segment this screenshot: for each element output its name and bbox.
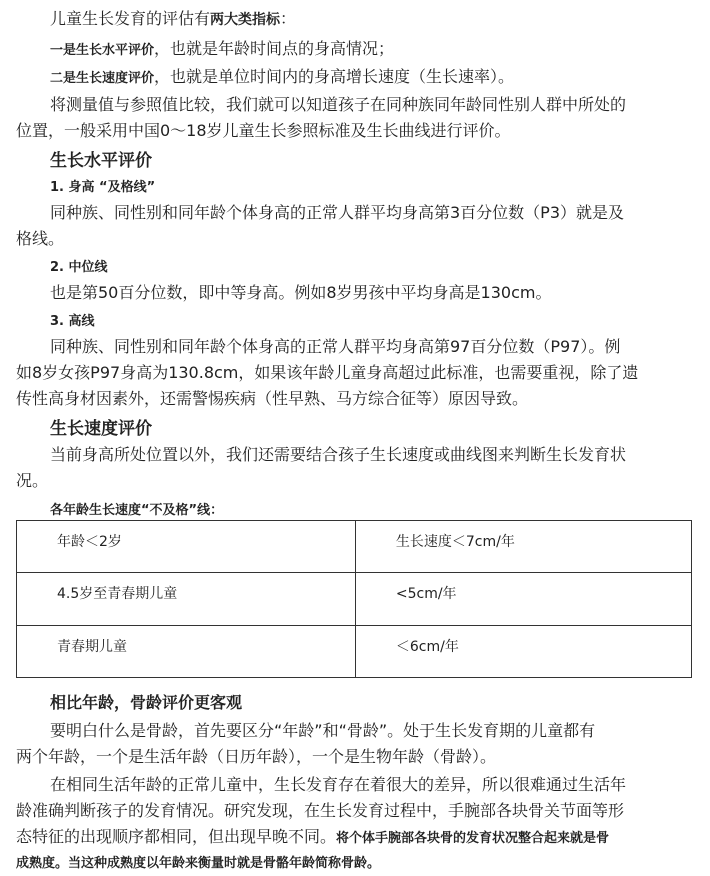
bone-p2-line-1: 在相同生活年龄的正常儿童中，生长发育存在着很大的差异，所以很难通过生活年 — [50, 775, 627, 794]
table-cell-age: 青春期儿童 — [17, 625, 356, 677]
table-row — [17, 521, 692, 573]
level-sub-2-line-1: 也是第50百分位数，即中等身高。例如8岁男孩中平均身高是130cm。 — [50, 283, 552, 302]
speed-heading: 生长速度评价 — [50, 419, 152, 439]
bone-p2-line-2: 龄准确判断孩子的发育情况。研究发现，在生长发育过程中，手腕部各块骨关节面等形 — [16, 801, 625, 820]
intro-lead-text: 儿童生长发育的评估有 — [50, 9, 211, 28]
level-sub-1-line-2: 格线。 — [16, 229, 65, 248]
bone-p2-line-3-bold: 将个体手腕部各块骨的发育状况整合起来就是骨 — [336, 831, 610, 846]
speed-line-1: 当前身高所处位置以外，我们还需要结合孩子生长速度或曲线图来判断生长发育状 — [50, 445, 627, 464]
intro-item-1-bold: 一是生长水平评价 — [50, 43, 155, 58]
table-cell-age: 年龄＜2岁 — [17, 521, 356, 573]
intro-lead-colon: ： — [280, 9, 297, 28]
table-cell-rate: ＜6cm/年 — [355, 625, 691, 677]
speed-line-2: 况。 — [16, 471, 49, 490]
intro-lead — [50, 6, 296, 29]
bone-p2-line-3 — [16, 824, 609, 847]
intro-item-1-text: ，也就是年龄时间点的身高情况； — [154, 39, 395, 58]
bone-p2-line-3-text: 态特征的出现顺序都相同，但出现早晚不同。 — [16, 827, 337, 846]
level-sub-2: 2. 中位线 — [50, 260, 108, 275]
level-sub-3-line-3: 传性高身材因素外，还需警惕疾病（性早熟、马方综合征等）原因导致。 — [16, 389, 529, 408]
level-sub-1: 1. 身高 “及格线” — [50, 180, 156, 195]
intro-lead-bold: 两大类指标 — [210, 12, 281, 28]
level-sub-3-line-1: 同种族、同性别和同年龄个体身高的正常人群平均身高第97百分位数（P97）。例 — [50, 337, 621, 356]
bone-p2-line-4: 成熟度。当这种成熟度以年龄来衡量时就是骨骼年龄简称骨龄。 — [16, 856, 381, 871]
table-cell-age: 4.5岁至青春期儿童 — [17, 573, 356, 625]
speed-table-caption: 各年龄生长速度“不及格”线： — [50, 503, 224, 518]
level-heading: 生长水平评价 — [50, 151, 152, 171]
intro-item-1 — [50, 36, 394, 59]
bone-p1-line-1: 要明白什么是骨龄，首先要区分“年龄”和“骨龄”。处于生长发育期的儿童都有 — [50, 721, 596, 740]
intro-para-line-1: 将测量值与参照值比较，我们就可以知道孩子在同种族同年龄同性别人群中所处的 — [50, 95, 627, 114]
level-sub-3-line-2: 如8岁女孩P97身高为130.8cm，如果该年龄儿童身高超过此标准，也需要重视，除了遗 — [16, 363, 639, 382]
intro-item-2-text: ，也就是单位时间内的身高增长速度（生长速率）。 — [154, 67, 515, 86]
table-row — [17, 625, 692, 677]
bone-heading: 相比年龄，骨龄评价更客观 — [50, 693, 243, 712]
level-sub-3: 3. 高线 — [50, 314, 95, 329]
bone-p1-line-2: 两个年龄，一个是生活年龄（日历年龄），一个是生物年龄（骨龄）。 — [16, 747, 497, 766]
intro-item-2 — [50, 64, 514, 87]
table-row — [17, 573, 692, 625]
speed-table — [16, 520, 692, 678]
table-cell-rate: <5cm/年 — [355, 573, 691, 625]
level-sub-1-line-1: 同种族、同性别和同年龄个体身高的正常人群平均身高第3百分位数（P3）就是及 — [50, 203, 625, 222]
intro-item-2-bold: 二是生长速度评价 — [50, 71, 155, 86]
intro-para-line-2: 位置，一般采用中国0～18岁儿童生长参照标准及生长曲线进行评价。 — [16, 121, 511, 140]
table-cell-rate: 生长速度＜7cm/年 — [355, 521, 691, 573]
